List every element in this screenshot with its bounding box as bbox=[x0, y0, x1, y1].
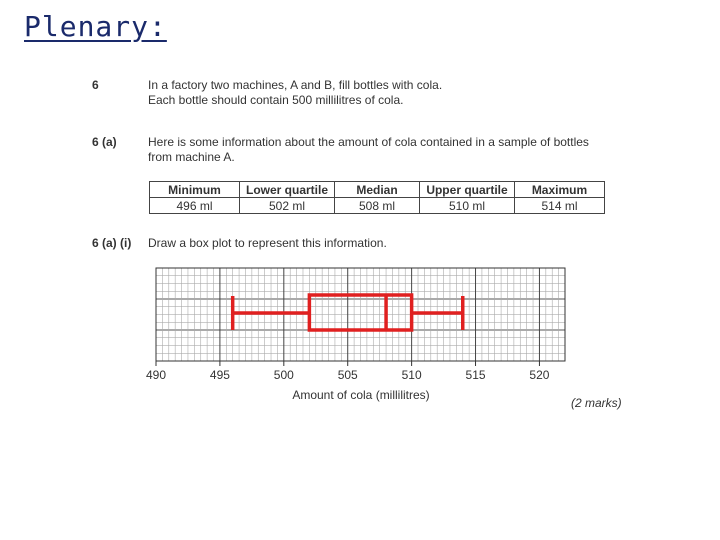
x-tick-label: 490 bbox=[145, 368, 167, 382]
page-heading: Plenary: bbox=[24, 10, 167, 43]
part-a-label: 6 (a) bbox=[92, 135, 117, 149]
x-tick-label: 520 bbox=[529, 368, 550, 382]
value-lower-quartile: 502 ml bbox=[240, 198, 335, 214]
header-median: Median bbox=[335, 182, 420, 198]
part-ai-text: Draw a box plot to represent this information. bbox=[148, 236, 387, 250]
value-minimum: 496 ml bbox=[150, 198, 240, 214]
header-upper-quartile: Upper quartile bbox=[420, 182, 515, 198]
x-tick-label: 505 bbox=[337, 368, 358, 382]
part-a-line-1: Here is some information about the amount of cola contained in a sample of bottles bbox=[148, 135, 589, 149]
header-minimum: Minimum bbox=[150, 182, 240, 198]
x-axis-ticks bbox=[146, 361, 550, 382]
part-a-line-2: from machine A. bbox=[148, 150, 235, 164]
x-tick-label: 515 bbox=[465, 368, 486, 382]
value-maximum: 514 ml bbox=[515, 198, 605, 214]
part-ai-label: 6 (a) (i) bbox=[92, 236, 132, 250]
marks-label: (2 marks) bbox=[571, 396, 622, 410]
header-lower-quartile: Lower quartile bbox=[240, 182, 335, 198]
x-tick-label: 495 bbox=[209, 368, 230, 382]
intro-line-1: In a factory two machines, A and B, fill bottles with cola. bbox=[148, 78, 443, 92]
question-number: 6 bbox=[92, 78, 99, 92]
value-median: 508 ml bbox=[335, 198, 420, 214]
x-tick-label: 500 bbox=[273, 368, 294, 382]
x-tick-label: 510 bbox=[401, 368, 422, 382]
header-maximum: Maximum bbox=[515, 182, 605, 198]
x-axis-label: Amount of cola (millilitres) bbox=[292, 388, 430, 402]
intro-line-2: Each bottle should contain 500 millilitres of cola. bbox=[148, 93, 404, 107]
chart-grid bbox=[156, 268, 565, 361]
value-upper-quartile: 510 ml bbox=[420, 198, 515, 214]
